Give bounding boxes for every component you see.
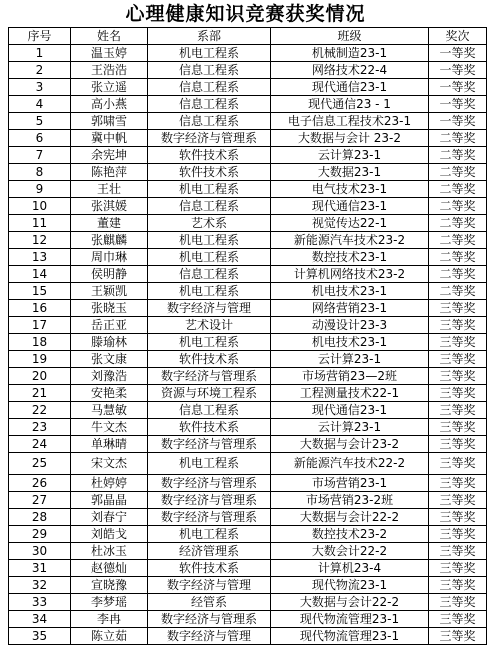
cell-index: 32 [9, 577, 71, 594]
cell-award: 二等奖 [429, 181, 487, 198]
cell-name: 张文康 [71, 351, 148, 368]
cell-award: 三等奖 [429, 475, 487, 492]
cell-index: 29 [9, 526, 71, 543]
cell-department: 数字经济与管理系 [148, 475, 271, 492]
cell-department: 数字经济与管理系 [148, 368, 271, 385]
cell-award: 二等奖 [429, 164, 487, 181]
cell-department: 软件技术系 [148, 164, 271, 181]
cell-class: 现代物流23-1 [271, 577, 429, 594]
cell-department: 数字经济与管理系 [148, 492, 271, 509]
cell-department: 机电工程系 [148, 283, 271, 300]
cell-award: 三等奖 [429, 492, 487, 509]
cell-department: 信息工程系 [148, 266, 271, 283]
cell-department: 机电工程系 [148, 181, 271, 198]
cell-award: 三等奖 [429, 543, 487, 560]
cell-class: 电气技术23-1 [271, 181, 429, 198]
cell-class: 网络营销23-1 [271, 300, 429, 317]
cell-department: 资源与环境工程系 [148, 385, 271, 402]
cell-name: 张淇媛 [71, 198, 148, 215]
cell-class: 新能源汽车技术23-2 [271, 232, 429, 249]
cell-index: 12 [9, 232, 71, 249]
cell-award: 三等奖 [429, 402, 487, 419]
cell-department: 信息工程系 [148, 402, 271, 419]
cell-name: 马慧敏 [71, 402, 148, 419]
table-row [9, 436, 487, 453]
cell-index: 2 [9, 62, 71, 79]
table-row [9, 181, 487, 198]
cell-award: 三等奖 [429, 385, 487, 402]
cell-award: 三等奖 [429, 526, 487, 543]
table-row [9, 300, 487, 317]
table-row [9, 577, 487, 594]
cell-award: 一等奖 [429, 79, 487, 96]
cell-index: 15 [9, 283, 71, 300]
cell-name: 安艳柔 [71, 385, 148, 402]
cell-name: 周巾琳 [71, 249, 148, 266]
cell-name: 刘春宁 [71, 509, 148, 526]
cell-index: 25 [9, 453, 71, 475]
cell-name: 余宪坤 [71, 147, 148, 164]
cell-award: 二等奖 [429, 249, 487, 266]
cell-department: 信息工程系 [148, 62, 271, 79]
table-row [9, 249, 487, 266]
cell-award: 二等奖 [429, 283, 487, 300]
cell-name: 宋文杰 [71, 453, 148, 475]
cell-award: 三等奖 [429, 594, 487, 611]
cell-class: 计算机23-4 [271, 560, 429, 577]
cell-department: 软件技术系 [148, 419, 271, 436]
cell-department: 软件技术系 [148, 560, 271, 577]
cell-class: 市场营销23-2班 [271, 492, 429, 509]
cell-award: 二等奖 [429, 232, 487, 249]
cell-department: 数字经济与管理 [148, 577, 271, 594]
award-table [8, 27, 487, 645]
cell-index: 19 [9, 351, 71, 368]
cell-class: 大数据与会计22-2 [271, 509, 429, 526]
cell-name: 温玉婷 [71, 45, 148, 62]
table-row [9, 266, 487, 283]
cell-index: 16 [9, 300, 71, 317]
cell-name: 刘豫浩 [71, 368, 148, 385]
cell-index: 17 [9, 317, 71, 334]
cell-index: 28 [9, 509, 71, 526]
table-row [9, 419, 487, 436]
table-row [9, 560, 487, 577]
cell-name: 滕瑜林 [71, 334, 148, 351]
cell-class: 机电技术23-1 [271, 334, 429, 351]
table-row [9, 45, 487, 62]
cell-index: 3 [9, 79, 71, 96]
cell-index: 31 [9, 560, 71, 577]
cell-index: 24 [9, 436, 71, 453]
cell-name: 牛文杰 [71, 419, 148, 436]
table-row [9, 385, 487, 402]
cell-award: 三等奖 [429, 334, 487, 351]
cell-department: 机电工程系 [148, 232, 271, 249]
cell-class: 视觉传达22-1 [271, 215, 429, 232]
table-row [9, 351, 487, 368]
cell-name: 侯明静 [71, 266, 148, 283]
table-row [9, 198, 487, 215]
cell-department: 机电工程系 [148, 334, 271, 351]
cell-name: 郭晶晶 [71, 492, 148, 509]
cell-class: 计算机网络技术23-2 [271, 266, 429, 283]
cell-award: 二等奖 [429, 130, 487, 147]
cell-award: 三等奖 [429, 509, 487, 526]
cell-award: 二等奖 [429, 198, 487, 215]
cell-index: 6 [9, 130, 71, 147]
cell-department: 数字经济与管理 [148, 300, 271, 317]
cell-department: 经管系 [148, 594, 271, 611]
cell-index: 33 [9, 594, 71, 611]
cell-class: 现代物流管理23-1 [271, 611, 429, 628]
cell-award: 一等奖 [429, 113, 487, 130]
cell-department: 机电工程系 [148, 526, 271, 543]
table-row [9, 453, 487, 475]
cell-department: 数字经济与管理系 [148, 130, 271, 147]
cell-award: 二等奖 [429, 266, 487, 283]
table-row [9, 232, 487, 249]
cell-award: 三等奖 [429, 368, 487, 385]
cell-index: 7 [9, 147, 71, 164]
cell-department: 信息工程系 [148, 113, 271, 130]
cell-department: 艺术设计 [148, 317, 271, 334]
cell-name: 李梦瑶 [71, 594, 148, 611]
cell-name: 杜婷婷 [71, 475, 148, 492]
table-body [9, 45, 487, 645]
header-cell-department: 系部 [148, 28, 271, 45]
cell-department: 数字经济与管理 [148, 628, 271, 645]
cell-name: 岳正亚 [71, 317, 148, 334]
cell-index: 5 [9, 113, 71, 130]
cell-index: 1 [9, 45, 71, 62]
cell-index: 27 [9, 492, 71, 509]
table-row [9, 283, 487, 300]
cell-name: 王壮 [71, 181, 148, 198]
table-row [9, 543, 487, 560]
cell-class: 市场营销23—2班 [271, 368, 429, 385]
table-row [9, 147, 487, 164]
cell-award: 三等奖 [429, 453, 487, 475]
cell-index: 21 [9, 385, 71, 402]
cell-department: 信息工程系 [148, 96, 271, 113]
table-row [9, 334, 487, 351]
cell-award: 三等奖 [429, 300, 487, 317]
cell-award: 一等奖 [429, 96, 487, 113]
cell-name: 郭啸雪 [71, 113, 148, 130]
cell-index: 8 [9, 164, 71, 181]
cell-name: 王颖凯 [71, 283, 148, 300]
cell-index: 30 [9, 543, 71, 560]
table-row [9, 509, 487, 526]
cell-class: 大数据23-1 [271, 164, 429, 181]
cell-class: 云计算23-1 [271, 351, 429, 368]
cell-department: 信息工程系 [148, 79, 271, 96]
table-row [9, 611, 487, 628]
cell-award: 二等奖 [429, 147, 487, 164]
cell-department: 机电工程系 [148, 249, 271, 266]
cell-class: 新能源汽车技术22-2 [271, 453, 429, 475]
cell-department: 数字经济与管理系 [148, 436, 271, 453]
cell-award: 一等奖 [429, 45, 487, 62]
cell-name: 冀中帆 [71, 130, 148, 147]
cell-name: 高小燕 [71, 96, 148, 113]
table-row [9, 475, 487, 492]
cell-class: 电子信息工程技术23-1 [271, 113, 429, 130]
cell-index: 22 [9, 402, 71, 419]
cell-index: 35 [9, 628, 71, 645]
cell-index: 9 [9, 181, 71, 198]
cell-department: 艺术系 [148, 215, 271, 232]
cell-department: 信息工程系 [148, 198, 271, 215]
cell-name: 李冉 [71, 611, 148, 628]
cell-award: 三等奖 [429, 351, 487, 368]
cell-class: 机械制造23-1 [271, 45, 429, 62]
cell-index: 13 [9, 249, 71, 266]
cell-class: 机电技术23-1 [271, 283, 429, 300]
cell-name: 赵德灿 [71, 560, 148, 577]
cell-name: 张麒麟 [71, 232, 148, 249]
table-row [9, 492, 487, 509]
header-cell-index: 序号 [9, 28, 71, 45]
cell-award: 三等奖 [429, 628, 487, 645]
table-row [9, 628, 487, 645]
cell-class: 大数据与会计 23-2 [271, 130, 429, 147]
table-row [9, 96, 487, 113]
cell-name: 董建 [71, 215, 148, 232]
cell-class: 云计算23-1 [271, 147, 429, 164]
sheet-title: 心理健康知识竞赛获奖情况 [125, 3, 366, 25]
table-row [9, 526, 487, 543]
cell-award: 三等奖 [429, 577, 487, 594]
cell-department: 软件技术系 [148, 351, 271, 368]
table-row [9, 215, 487, 232]
table-row [9, 113, 487, 130]
cell-name: 杜冰玉 [71, 543, 148, 560]
cell-class: 大数据与会计23-2 [271, 436, 429, 453]
cell-name: 张立遥 [71, 79, 148, 96]
cell-class: 工程测量技术22-1 [271, 385, 429, 402]
header-cell-award: 奖次 [429, 28, 487, 45]
table-row [9, 317, 487, 334]
cell-department: 数字经济与管理系 [148, 509, 271, 526]
cell-index: 4 [9, 96, 71, 113]
cell-index: 26 [9, 475, 71, 492]
cell-class: 现代通信23-1 [271, 79, 429, 96]
cell-award: 一等奖 [429, 62, 487, 79]
cell-index: 14 [9, 266, 71, 283]
cell-class: 云计算23-1 [271, 419, 429, 436]
cell-name: 单琳晴 [71, 436, 148, 453]
cell-index: 20 [9, 368, 71, 385]
cell-index: 18 [9, 334, 71, 351]
cell-class: 动漫设计23-3 [271, 317, 429, 334]
cell-name: 王浩浩 [71, 62, 148, 79]
table-row [9, 368, 487, 385]
cell-index: 34 [9, 611, 71, 628]
cell-name: 刘皓戈 [71, 526, 148, 543]
table-row [9, 164, 487, 181]
table-row [9, 62, 487, 79]
cell-class: 现代通信23 - 1 [271, 96, 429, 113]
cell-department: 软件技术系 [148, 147, 271, 164]
cell-index: 11 [9, 215, 71, 232]
cell-class: 现代通信23-1 [271, 402, 429, 419]
cell-award: 三等奖 [429, 611, 487, 628]
cell-award: 三等奖 [429, 317, 487, 334]
header-row [9, 28, 487, 45]
cell-award: 三等奖 [429, 560, 487, 577]
cell-name: 宣晓豫 [71, 577, 148, 594]
cell-department: 经济管理系 [148, 543, 271, 560]
cell-award: 二等奖 [429, 215, 487, 232]
cell-department: 数字经济与管理系 [148, 611, 271, 628]
cell-department: 机电工程系 [148, 453, 271, 475]
cell-award: 三等奖 [429, 419, 487, 436]
cell-class: 数控技术23-2 [271, 526, 429, 543]
table-row [9, 79, 487, 96]
cell-index: 10 [9, 198, 71, 215]
table-row [9, 130, 487, 147]
table-row [9, 594, 487, 611]
header-cell-name: 姓名 [71, 28, 148, 45]
cell-class: 网络技术22-4 [271, 62, 429, 79]
cell-name: 陈艳萍 [71, 164, 148, 181]
cell-class: 现代物流管理23-1 [271, 628, 429, 645]
cell-class: 数控技术23-1 [271, 249, 429, 266]
cell-class: 大数会计22-2 [271, 543, 429, 560]
cell-index: 23 [9, 419, 71, 436]
cell-name: 张晓玉 [71, 300, 148, 317]
cell-class: 大数据与会计22-2 [271, 594, 429, 611]
table-row [9, 402, 487, 419]
cell-class: 现代通信23-1 [271, 198, 429, 215]
cell-class: 市场营销23-1 [271, 475, 429, 492]
cell-award: 三等奖 [429, 436, 487, 453]
cell-department: 机电工程系 [148, 45, 271, 62]
header-cell-class: 班级 [271, 28, 429, 45]
cell-name: 陈立茹 [71, 628, 148, 645]
